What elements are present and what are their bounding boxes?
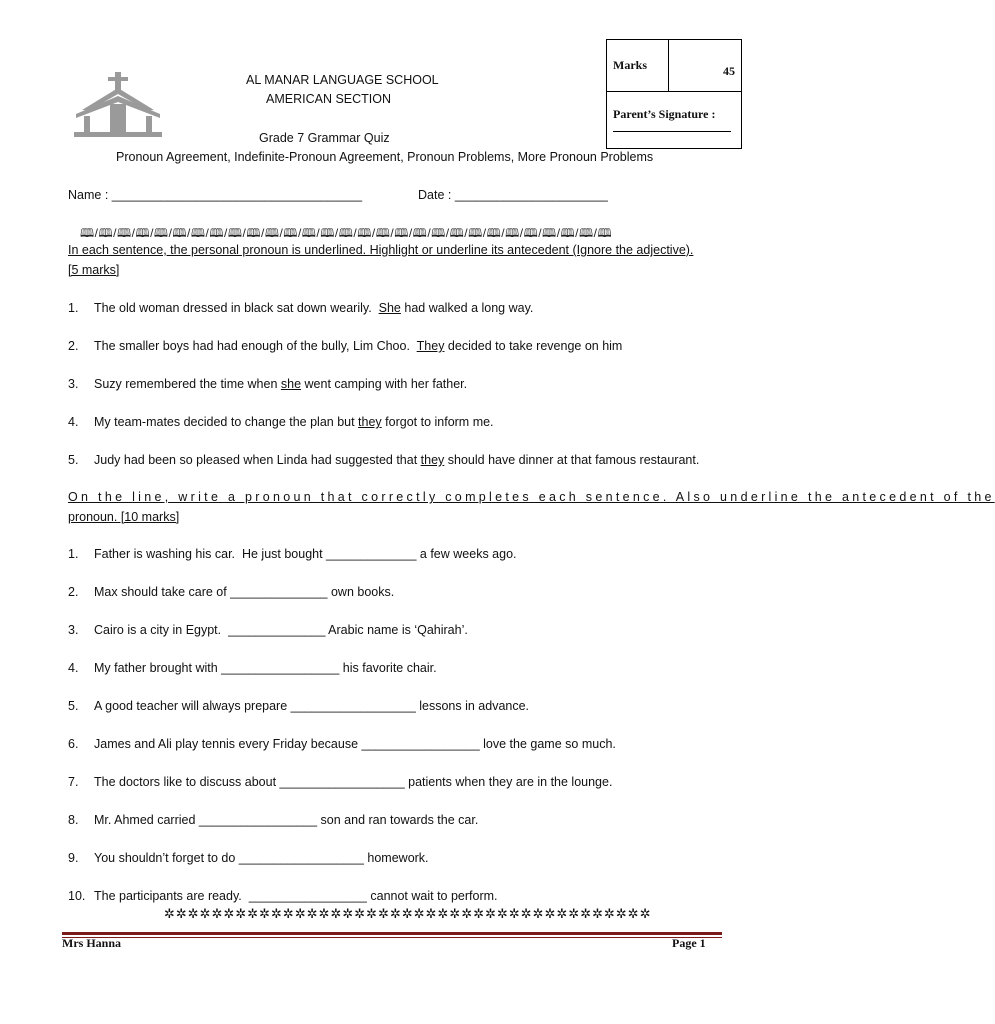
question-row <box>68 661 437 675</box>
question-text: Judy had been so pleased when Linda had suggested that <box>94 453 421 467</box>
question-text: My team-mates decided to change the plan but <box>94 415 359 429</box>
question-row <box>68 813 478 827</box>
question-row <box>68 301 533 315</box>
section1-marks: [5 marks] <box>68 263 120 277</box>
question-text: went camping with her father. <box>301 377 468 391</box>
question-row <box>68 415 494 429</box>
question-number: 10. <box>68 889 86 903</box>
question-number: 4. <box>68 415 79 429</box>
section2-instruction-line2: pronoun. [10 marks] <box>68 510 180 524</box>
question-number: 7. <box>68 775 79 789</box>
question-number: 2. <box>68 339 79 353</box>
fill-in-question[interactable]: You shouldn’t forget to do __________________ homework. <box>94 851 429 865</box>
question-text: should have dinner at that famous restaurant. <box>444 453 700 467</box>
section2-instruction-line1: On the line, write a pronoun that correctly completes each sentence. Also underline the antecedent of the <box>68 490 995 504</box>
fill-in-question[interactable]: My father brought with _________________ his favorite chair. <box>94 661 437 675</box>
quiz-title: Grade 7 Grammar Quiz <box>259 131 390 145</box>
marks-value: 45 <box>723 64 735 78</box>
question-text: decided to take revenge on him <box>444 339 623 353</box>
question-row <box>68 377 467 391</box>
underlined-pronoun: she <box>280 377 302 391</box>
fill-in-question[interactable]: Father is washing his car. He just bought _____________ a few weeks ago. <box>94 547 517 561</box>
marks-box <box>606 39 742 149</box>
underlined-pronoun: They <box>416 339 445 353</box>
question-number: 5. <box>68 453 79 467</box>
question-number: 2. <box>68 585 79 599</box>
quiz-topics: Pronoun Agreement, Indefinite-Pronoun Agreement, Pronoun Problems, More Pronoun Problems <box>116 150 654 164</box>
footer-rule-thin <box>62 937 722 938</box>
question-row <box>68 699 529 713</box>
question-row <box>68 453 699 467</box>
footer-page-number: Page 1 <box>672 936 706 950</box>
parent-signature-label: Parent’s Signature : <box>613 107 716 121</box>
question-text: The old woman dressed in black sat down wearily. <box>94 301 379 315</box>
stars-divider: ✲✲✲✲✲✲✲✲✲✲✲✲✲✲✲✲✲✲✲✲✲✲✲✲✲✲✲✲✲✲✲✲✲✲✲✲✲✲✲✲✲ <box>164 906 652 921</box>
question-text: had walked a long way. <box>400 301 534 315</box>
name-field[interactable]: Name : ____________________________________ <box>68 188 363 202</box>
signature-line[interactable] <box>613 131 731 132</box>
question-row <box>68 775 612 789</box>
school-name: AL MANAR LANGUAGE SCHOOL <box>246 73 439 87</box>
footer-rule <box>62 932 722 935</box>
underlined-pronoun: they <box>420 453 445 467</box>
question-number: 1. <box>68 301 79 315</box>
fill-in-question[interactable]: Mr. Ahmed carried _________________ son and ran towards the car. <box>94 813 479 827</box>
fill-in-question[interactable]: The participants are ready. _________________ cannot wait to perform. <box>94 889 498 903</box>
question-number: 6. <box>68 737 79 751</box>
question-number: 4. <box>68 661 79 675</box>
question-number: 3. <box>68 623 79 637</box>
marks-label: Marks <box>613 58 647 72</box>
fill-in-question[interactable]: The doctors like to discuss about __________________ patients when they are in the lounge. <box>94 775 613 789</box>
question-text: forgot to inform me. <box>381 415 494 429</box>
fill-in-question[interactable]: Max should take care of ______________ own books. <box>94 585 395 599</box>
question-number: 1. <box>68 547 79 561</box>
fill-in-question[interactable]: James and Ali play tennis every Friday because _________________ love the game so much. <box>94 737 616 751</box>
question-row <box>68 585 394 599</box>
question-number: 3. <box>68 377 79 391</box>
underlined-pronoun: they <box>358 415 382 429</box>
school-logo <box>70 70 166 140</box>
fill-in-question[interactable]: Cairo is a city in Egypt. ______________ Arabic name is ‘Qahirah’. <box>94 623 468 637</box>
question-row <box>68 339 622 353</box>
question-number: 5. <box>68 699 79 713</box>
question-row <box>68 851 429 865</box>
question-number: 9. <box>68 851 79 865</box>
question-text: Suzy remembered the time when <box>94 377 281 391</box>
question-row <box>68 623 468 637</box>
fill-in-question[interactable]: A good teacher will always prepare __________________ lessons in advance. <box>94 699 530 713</box>
question-number: 8. <box>68 813 79 827</box>
underlined-pronoun: She <box>378 301 401 315</box>
question-row <box>68 737 616 751</box>
question-row <box>68 547 517 561</box>
book-icon-divider: 🕮/🕮/🕮/🕮/🕮/🕮/🕮/🕮/🕮/🕮/🕮/🕮/🕮/🕮/🕮/🕮/🕮/🕮/🕮/🕮/🕮/🕮/🕮/🕮/🕮/🕮/🕮/🕮/🕮 <box>80 226 613 240</box>
date-field[interactable]: Date : ______________________ <box>418 188 608 202</box>
footer-author: Mrs Hanna <box>62 936 122 950</box>
question-row <box>68 889 498 903</box>
section1-instruction: In each sentence, the personal pronoun is underlined. Highlight or underline its antecedent (Ignore the adjective). <box>68 243 694 257</box>
question-text: The smaller boys had had enough of the bully, Lim Choo. <box>94 339 417 353</box>
school-section: AMERICAN SECTION <box>266 92 392 106</box>
